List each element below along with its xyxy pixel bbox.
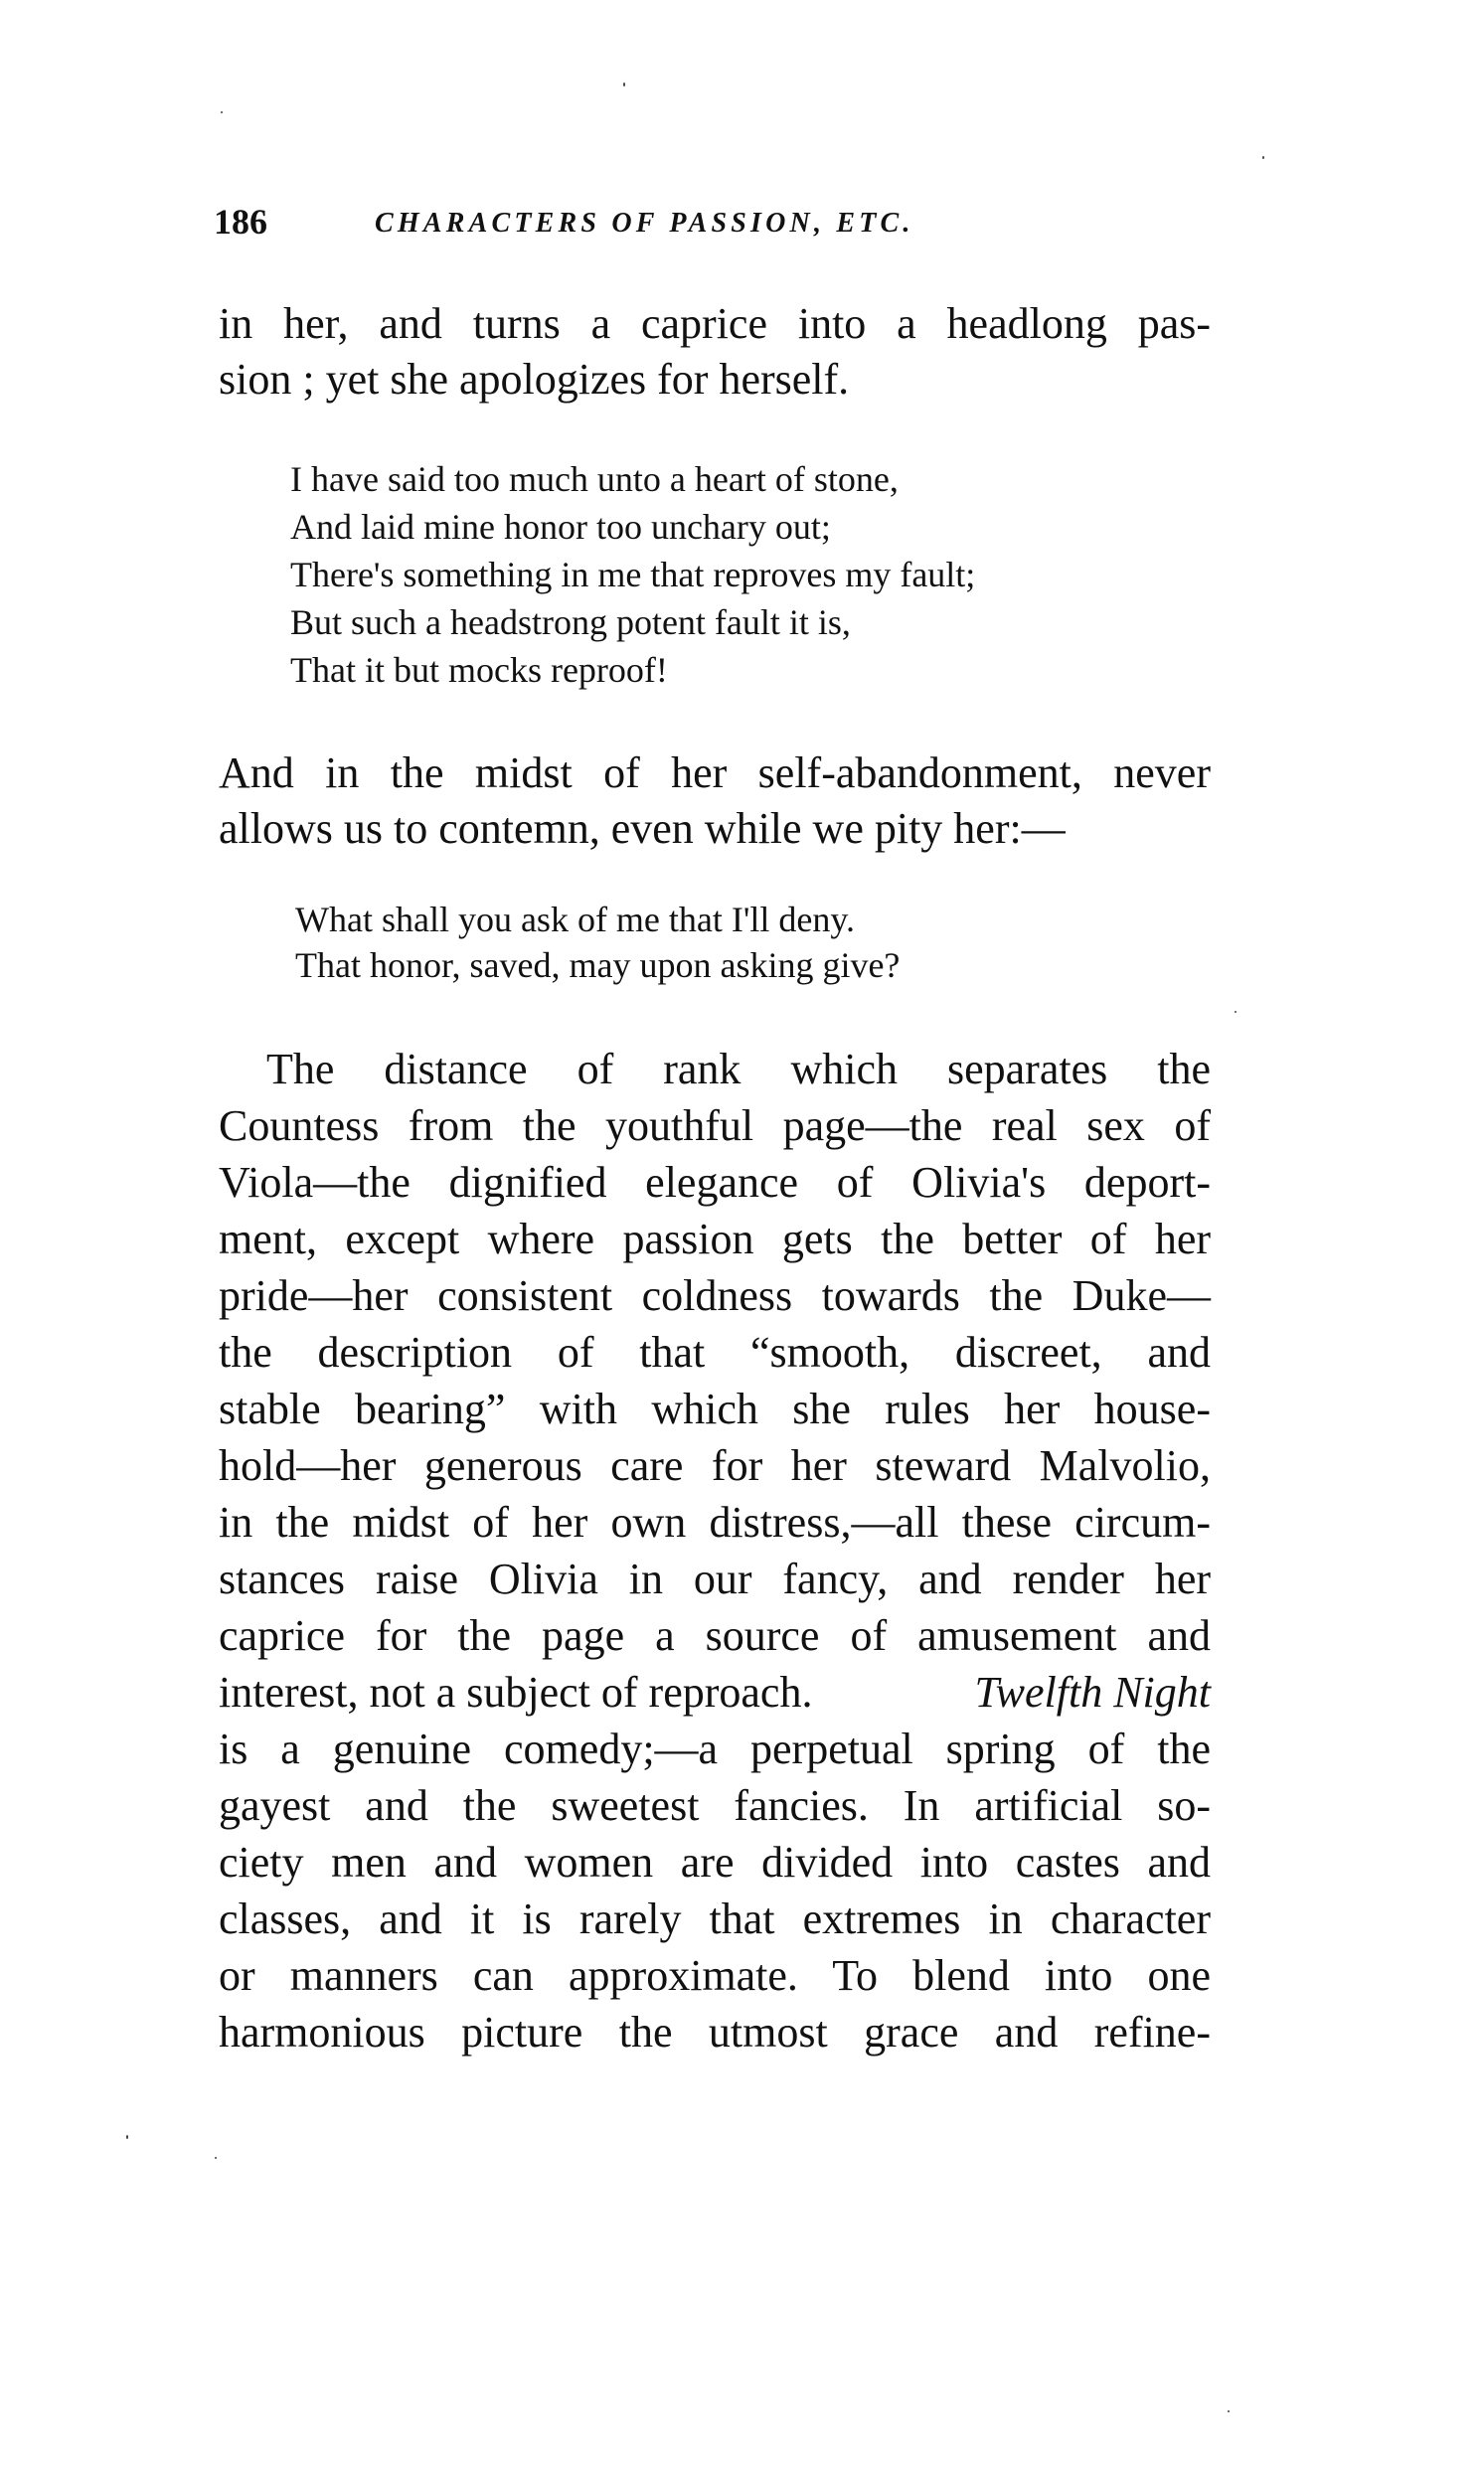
paragraph-3-line-9: in the midst of her own distress,—all these circum- <box>219 1498 1211 1547</box>
paragraph-3-line-10: stances raise Olivia in our fancy, and render her <box>219 1555 1211 1603</box>
verse-2-line-1: What shall you ask of me that I'll deny. <box>295 900 856 939</box>
paragraph-3-line-2: Countess from the youthful page—the real sex of <box>219 1101 1211 1150</box>
scan-speck <box>1228 2410 1230 2412</box>
scan-speck <box>1262 156 1264 159</box>
line-12-text: interest, not a subject of reproach. <box>219 1668 813 1717</box>
running-head <box>214 202 1039 242</box>
paragraph-2-line-1: And in the midst of her self-abandonment, never <box>219 748 1211 797</box>
scan-speck <box>221 111 223 113</box>
paragraph-3-line-13: is a genuine comedy;—a perpetual spring of the <box>219 1725 1211 1773</box>
paragraph-3-line-12 <box>219 1667 1211 1719</box>
verse-2-line-2: That honor, saved, may upon asking give? <box>295 945 901 985</box>
paragraph-3-line-18: harmonious picture the utmost grace and refine- <box>219 2008 1211 2057</box>
paragraph-1-line-2: sion ; yet she apologizes for herself. <box>219 355 850 404</box>
paragraph-3-line-8: hold—her generous care for her steward Malvolio, <box>219 1441 1211 1490</box>
running-head-title: CHARACTERS OF PASSION, ETC. <box>375 208 914 239</box>
scan-speck <box>1235 1011 1237 1013</box>
paragraph-3-line-16: classes, and it is rarely that extremes in character <box>219 1894 1211 1943</box>
paragraph-3-line-4: ment, except where passion gets the better of her <box>219 1215 1211 1263</box>
paragraph-3-line-11: caprice for the page a source of amusement and <box>219 1611 1211 1660</box>
scan-speck <box>215 2157 217 2159</box>
scan-speck <box>623 82 625 86</box>
paragraph-3-line-17: or manners can approximate. To blend into one <box>219 1951 1211 2000</box>
paragraph-3-line-3: Viola—the dignified elegance of Olivia's deport- <box>219 1158 1211 1207</box>
paragraph-3-line-7: stable bearing” with which she rules her house- <box>219 1385 1211 1433</box>
verse-1-line-2: And laid mine honor too unchary out; <box>290 507 831 547</box>
verse-1-line-5: That it but mocks reproof! <box>290 650 668 690</box>
verse-1-line-4: But such a headstrong potent fault it is, <box>290 602 851 642</box>
paragraph-3-line-15: ciety men and women are divided into castes and <box>219 1838 1211 1887</box>
verse-1-line-3: There's something in me that reproves my fault; <box>290 555 976 594</box>
paragraph-2-line-2: allows us to contemn, even while we pity her:— <box>219 804 1066 853</box>
play-title-twelfth-night: Twelfth Night <box>974 1668 1211 1717</box>
paragraph-3-line-6: the description of that “smooth, discreet, and <box>219 1328 1211 1377</box>
verse-1-line-1: I have said too much unto a heart of stone, <box>290 459 899 499</box>
paragraph-3-line-1: The distance of rank which separates the <box>266 1045 1211 1093</box>
page-number: 186 <box>214 202 267 242</box>
paragraph-1-line-1: in her, and turns a caprice into a headlong pas- <box>219 299 1211 348</box>
scan-speck <box>126 2135 128 2139</box>
paragraph-3-line-5: pride—her consistent coldness towards the Duke— <box>219 1271 1211 1320</box>
paragraph-3-line-14: gayest and the sweetest fancies. In artificial so- <box>219 1781 1211 1830</box>
